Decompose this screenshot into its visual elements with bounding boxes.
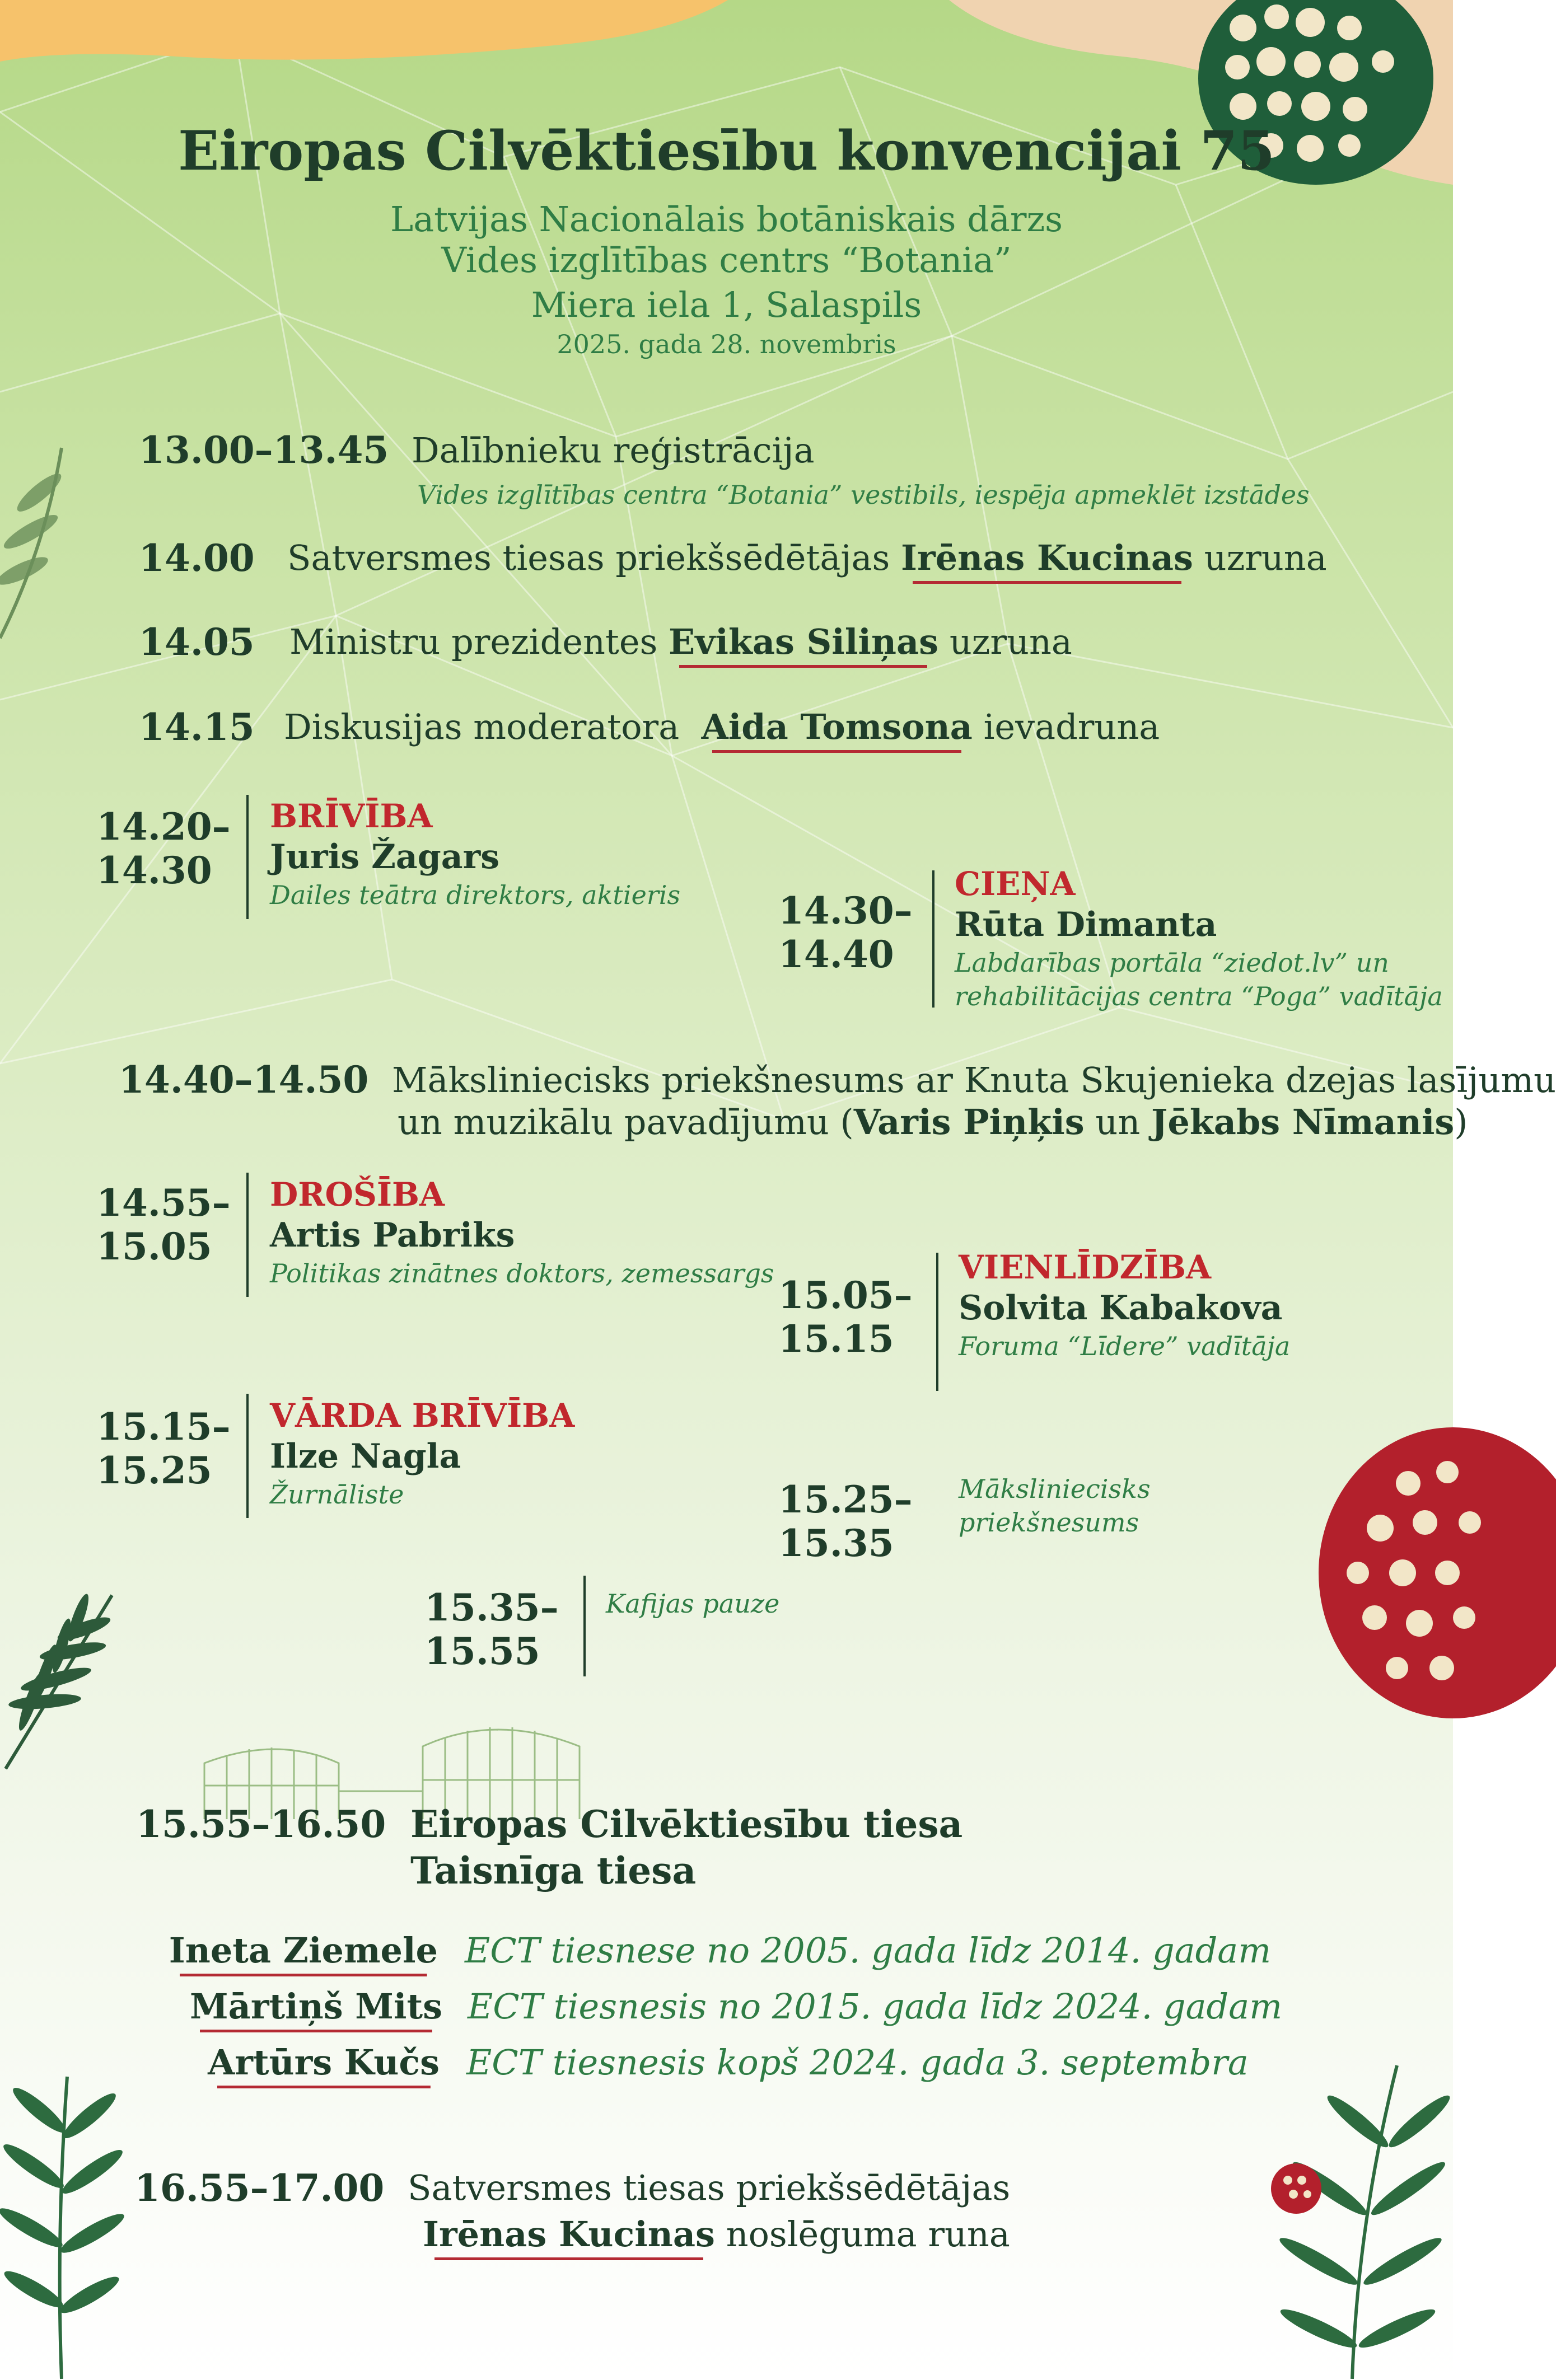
moderator-line (284, 706, 1160, 747)
session-topic: VĀRDA BRĪVĪBA (270, 1397, 575, 1435)
closing-person: Irēnas Kucinas (423, 2214, 715, 2260)
opening-line (287, 537, 1327, 578)
moderator-pre: Diskusijas moderatora (284, 706, 680, 747)
pm-speech-person: Evikas Siliņas (669, 621, 938, 668)
session-time-end: 15.55 (424, 1629, 540, 1673)
registration-title: Dalībnieku reģistrācija (412, 430, 815, 471)
event-date: 2025. gada 28. novembris (557, 329, 896, 359)
address: Miera iela 1, Salaspils (531, 284, 922, 325)
session-description-line-2: priekšnesums (959, 1507, 1139, 1538)
court-session-time: 15.55–16.50 (136, 1802, 386, 1846)
art-performance-time: 14.40–14.50 (119, 1058, 369, 1102)
session-divider (932, 870, 934, 1008)
moderator-time: 14.15 (139, 705, 255, 749)
leaf-left-top-decoration (0, 437, 73, 638)
session-description-line-1: Labdarības portāla “ziedot.lv” un (955, 948, 1389, 978)
opening-pre: Satversmes tiesas priekšsēdētājas (287, 537, 890, 578)
opening-time: 14.00 (139, 536, 255, 580)
session-speaker: Solvita Kabakova (959, 1289, 1283, 1328)
session-time-start: 15.25– (778, 1478, 913, 1521)
session-time-start: 14.55– (96, 1181, 231, 1225)
session-time-start: 15.15– (96, 1405, 231, 1449)
red-dotted-circle-decoration (1307, 1416, 1509, 1730)
session-time (778, 889, 913, 976)
venue-line-1: Latvijas Nacionālais botāniskais dārzs (390, 199, 1063, 240)
session-divider (583, 1576, 586, 1676)
session-time-start: 14.20– (96, 805, 231, 849)
closing-post: noslēguma runa (726, 2214, 1010, 2255)
session-description: Žurnāliste (270, 1479, 404, 1510)
court-title-1: Eiropas Cilvēktiesību tiesa (410, 1802, 963, 1846)
closing-time: 16.55–17.00 (134, 2166, 385, 2210)
judge-name: Mārtiņš Mits (190, 1986, 442, 2032)
session-speaker: Artis Pabriks (270, 1216, 515, 1255)
session-topic: CIEŅA (955, 865, 1076, 903)
page-title: Eiropas Cilvēktiesību konvencijai 75 (178, 119, 1275, 182)
judge-description: ECT tiesnesis kopš 2024. gada 3. septembra (466, 2042, 1249, 2083)
session-divider (936, 1253, 938, 1391)
session-topic: BRĪVĪBA (270, 797, 433, 835)
registration-note: Vides izglītības centra “Botania” vestibils, iespēja apmeklēt izstādes (417, 480, 1310, 510)
session-speaker: Juris Žagars (270, 837, 499, 877)
session-time-end: 15.35 (778, 1521, 894, 1565)
opening-post: uzruna (1204, 537, 1327, 578)
session-description: Politikas zinātnes doktors, zemessargs (270, 1258, 774, 1289)
court-title-2: Taisnīga tiesa (410, 1849, 697, 1892)
fern-left-middle-decoration (0, 1584, 129, 1769)
judge-description: ECT tiesnesis no 2015. gada līdz 2024. gadam (468, 1986, 1283, 2027)
moderator-post: ievadruna (983, 706, 1160, 747)
session-time-start: 15.05– (778, 1273, 913, 1317)
session-speaker: Rūta Dimanta (955, 905, 1217, 944)
yellow-blob-decoration (0, 0, 728, 73)
session-divider (246, 1394, 249, 1518)
session-topic: VIENLĪDZĪBA (959, 1248, 1212, 1286)
pm-speech-line (289, 621, 1072, 662)
closing-line-2 (423, 2214, 1010, 2255)
session-time (778, 1478, 913, 1565)
pm-speech-time: 14.05 (139, 620, 255, 664)
session-divider (246, 795, 249, 919)
session-speaker: Ilze Nagla (270, 1437, 461, 1476)
session-time-end: 15.25 (96, 1449, 212, 1492)
session-description-line-1: Māksliniecisks (959, 1474, 1151, 1504)
pm-speech-pre: Ministru prezidentes (289, 621, 658, 662)
coffee-break-label: Kafijas pauze (606, 1589, 780, 1619)
art-line2-post: ) (1454, 1102, 1468, 1142)
session-time-end: 14.30 (96, 849, 212, 892)
session-time (96, 1405, 231, 1492)
session-time-start: 15.35– (424, 1586, 559, 1629)
closing-line-1: Satversmes tiesas priekšsēdētājas (408, 2167, 1011, 2208)
judge-description: ECT tiesnese no 2005. gada līdz 2014. gadam (465, 1930, 1272, 1971)
session-time-end: 15.05 (96, 1225, 212, 1268)
judge-name: Artūrs Kučs (208, 2042, 440, 2088)
session-divider (246, 1173, 249, 1297)
art-performance-line-2 (398, 1102, 1468, 1142)
session-time-end: 14.40 (778, 933, 894, 976)
judge-name: Ineta Ziemele (169, 1930, 438, 1976)
performer-1: Varis Piņķis (853, 1102, 1085, 1142)
session-topic: DROŠĪBA (270, 1175, 445, 1214)
art-and: un (1095, 1102, 1141, 1142)
session-time-start: 14.30– (778, 889, 913, 933)
session-description-line-2: rehabilitācijas centra “Poga” vadītāja (955, 981, 1443, 1011)
art-line2-pre: un muzikālu pavadījumu ( (398, 1102, 854, 1142)
session-description: Dailes teātra direktors, aktieris (270, 880, 681, 910)
art-performance-line-1: Māksliniecisks priekšnesums ar Knuta Skujenieka dzejas lasījumu (392, 1060, 1556, 1100)
plant-right-bottom-decoration (1240, 2054, 1453, 2379)
session-time-end: 15.15 (778, 1317, 894, 1361)
moderator-person: Aida Tomsona (702, 706, 973, 753)
registration-time: 13.00–13.45 (139, 428, 389, 472)
plant-left-bottom-decoration (0, 2065, 123, 2379)
session-time (778, 1273, 913, 1361)
venue-line-2: Vides izglītības centrs “Botania” (441, 240, 1012, 280)
performer-2: Jēkabs Nīmanis (1151, 1102, 1455, 1142)
opening-person: Irēnas Kucinas (901, 537, 1193, 584)
session-time (96, 1181, 231, 1268)
pm-speech-post: uzruna (949, 621, 1072, 662)
session-description: Foruma “Līdere” vadītāja (959, 1331, 1291, 1361)
coffee-break-time (424, 1586, 559, 1673)
session-time (96, 805, 231, 892)
